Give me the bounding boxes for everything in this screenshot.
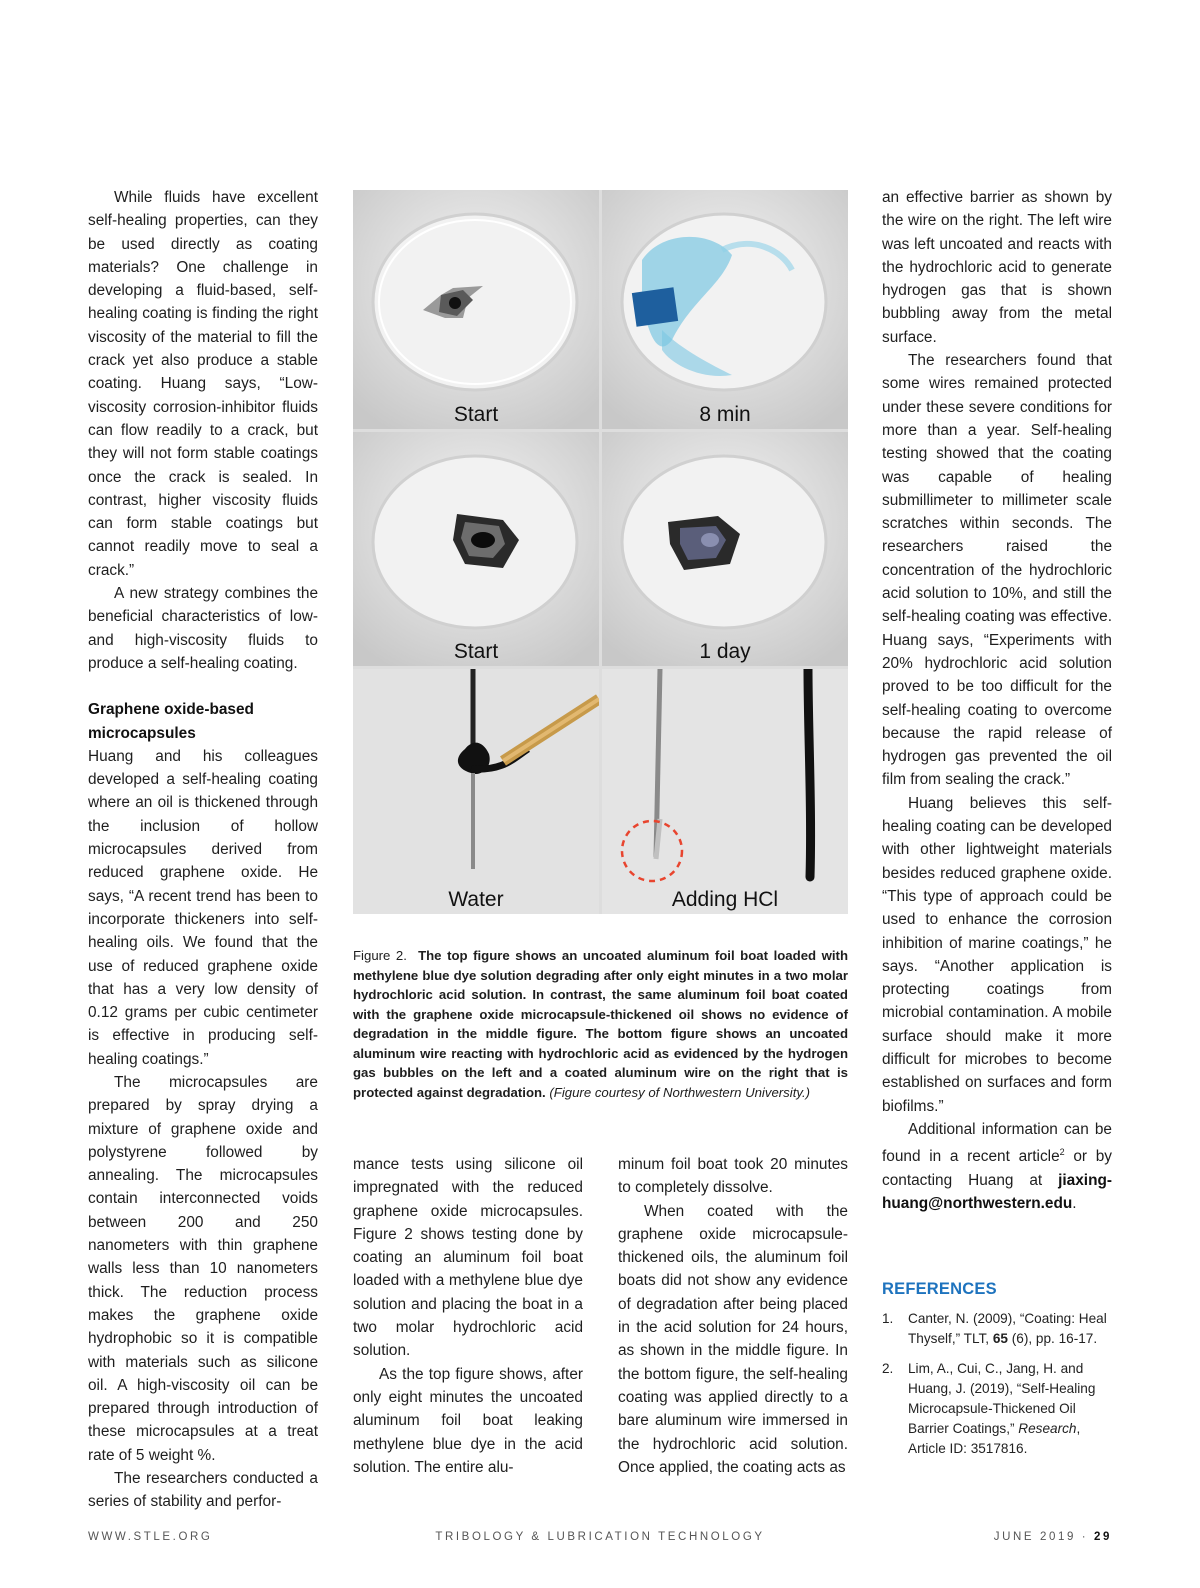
footer-publication: TRIBOLOGY & LUBRICATION TECHNOLOGY	[435, 1531, 765, 1543]
section-heading: Graphene oxide-based microcapsules	[88, 701, 254, 742]
right-paragraph-1: an effective barrier as shown by the wire on the right. The left wire was left uncoated and reacts with the hydrochloric acid to generate hydrogen gas that is shown bubbling away from the metal surface.	[882, 189, 1112, 346]
right-paragraph-4-end: .	[1072, 1194, 1077, 1212]
footer-website[interactable]: WWW.STLE.ORG	[88, 1531, 213, 1543]
right-paragraph-4	[882, 1118, 1112, 1215]
middle-column-1	[353, 1153, 583, 1479]
left-paragraph-5: The researchers conducted a series of stability and perfor-	[88, 1470, 318, 1511]
figure-caption	[353, 946, 848, 1102]
figure-panel-start-middle	[353, 432, 599, 666]
label-water: Water	[448, 888, 504, 911]
page-number: 29	[1094, 1531, 1112, 1543]
right-paragraph-4-text-2: or by contacting Huang at	[882, 1148, 1112, 1189]
caption-credit: (Figure courtesy of Northwestern University.)	[549, 1084, 811, 1100]
label-start-top: Start	[453, 403, 499, 426]
references-heading: REFERENCES	[882, 1280, 997, 1298]
references-section	[882, 1280, 1112, 1469]
email-link[interactable]: jiaxing-huang@northwestern.edu	[882, 1171, 1112, 1212]
reference-text: Canter, N. (2009), “Coating: Heal Thyself,” TLT, 65 (6), pp. 16-17.	[908, 1311, 1107, 1346]
petri-dish-coated-boat-image	[353, 432, 599, 666]
mid2-paragraph-2: When coated with the graphene oxide microcapsule-thickened oils, the aluminum foil boats did not show any evidence of degradation after being placed in the acid solution for 24 hours, as shown in the middle figure. In the bottom figure, the self-healing coating was applied directly to a bare aluminum wire immersed in the hydrochloric acid solution. Once applied, the coating acts as	[618, 1202, 848, 1476]
reference-number: 1.	[882, 1311, 894, 1326]
footer-date: JUNE 2019	[993, 1531, 1076, 1543]
petri-dish-dye-leak-image	[602, 190, 848, 429]
figure-2	[353, 190, 848, 914]
right-paragraph-3: Huang believes this self-healing coating can be developed with other lightweight materials besides reduced graphene oxide. “This type of approach could be used to enhance the corrosion inhibition of marine coatings,” he says. “Another application is protecting coatings from microbial contamination. A mobile surface should make it more difficult for microbes to become established on surfaces and form biofilms.”	[882, 794, 1112, 1115]
footer-date-page	[994, 1531, 1112, 1543]
label-adding-hcl: Adding HCl	[671, 888, 779, 911]
caption-figure-number: Figure 2.	[353, 948, 407, 963]
reference-number: 2.	[882, 1361, 894, 1376]
right-column	[882, 186, 1112, 1215]
wires-in-acid-image	[602, 669, 848, 914]
caption-body: The top figure shows an uncoated aluminum foil boat loaded with methylene blue dye solution degrading after only eight minutes in a two molar hydrochloric acid solution. In contrast, the same aluminum foil boat coated with the graphene oxide microcapsule-thickened oil shows no evidence of degradation in the middle figure. The bottom figure shows an uncoated aluminum wire reacting with hydrochloric acid as evidenced by the hydrogen gas bubbles on the left and a coated aluminum wire on the right that is protected against degradation.	[353, 948, 849, 1100]
figure-panel-8-min	[602, 190, 848, 429]
mid1-paragraph-1: mance tests using silicone oil impregnated with the reduced graphene oxide microcapsules. Figure 2 shows testing done by coating an aluminum foil boat loaded with a methylene blue dye solution and placing the boat in a two molar hydrochloric acid solution.	[353, 1156, 583, 1360]
label-8-min: 8 min	[699, 403, 751, 426]
right-paragraph-4-text: Additional information can be found in a recent article	[882, 1120, 1112, 1166]
left-paragraph-2: A new strategy combines the beneficial characteristics of low- and high-viscosity fluids to produce a self-healing coating.	[88, 585, 318, 672]
petri-dish-intact-boat-image	[602, 432, 848, 666]
right-paragraph-2: The researchers found that some wires remained protected under these severe conditions for more than a year. Self-healing testing showed that the coating was capable of healing submillimeter to millimeter scale scratches within seconds. The researchers raised the concentration of the hydrochloric acid solution to 10%, and still the self-healing coating was effective. Huang says, “Experiments with 20% hydrochloric acid solution proved to be too difficult for the self-healing coating to overcome because the rapid release of hydrogen gas prevented the oil film from sealing the crack.”	[882, 352, 1112, 789]
middle-column-2	[618, 1153, 848, 1479]
mid2-paragraph-1: minum foil boat took 20 minutes to completely dissolve.	[618, 1156, 848, 1197]
reference-superscript[interactable]: 2	[1059, 1147, 1065, 1158]
mid1-paragraph-2: As the top figure shows, after only eight minutes the uncoated aluminum foil boat leaking methylene blue dye in the acid solution. The entire alu-	[353, 1365, 583, 1476]
reference-item	[882, 1309, 1112, 1349]
footer-separator: ·	[1081, 1531, 1089, 1543]
left-column	[88, 186, 318, 1514]
reference-text: Lim, A., Cui, C., Jang, H. and Huang, J. (2019), “Self-Healing Microcapsule-Thickened Oil Barrier Coatings,” Research, Article ID: 3517816.	[908, 1361, 1096, 1456]
label-1-day: 1 day	[699, 640, 751, 663]
left-paragraph-4: The microcapsules are prepared by spray drying a mixture of graphene oxide and polystyrene followed by annealing. The microcapsules contain interconnected voids between 200 and 250 nanometers with thin graphene walls less than 10 nanometers thick. The reduction process makes the graphene oxide hydrophobic so it is compatible with materials such as silicone oil. A high-viscosity oil can be prepared through introduction of these microcapsules at a treat rate of 5 weight %.	[88, 1073, 318, 1464]
page-footer	[88, 1531, 1112, 1547]
petri-dish-foil-boat-image	[353, 190, 599, 429]
uncoated-wire-with-brush-image	[353, 669, 599, 914]
figure-panel-adding-hcl	[602, 669, 848, 914]
left-paragraph-1: While fluids have excellent self-healing properties, can they be used directly as coating materials? One challenge in developing a fluid-based, self-healing coating is finding the right viscosity of the material to fill the crack yet also produce a stable coating. Huang says, “Low-viscosity corrosion-inhibitor fluids can flow readily to a crack, but they will not form stable coatings once the crack is sealed. In contrast, higher viscosity fluids can form stable coatings but cannot readily move to seal a crack.”	[88, 189, 318, 579]
left-paragraph-3: Huang and his colleagues developed a self-healing coating where an oil is thickened through the inclusion of hollow microcapsules derived from reduced graphene oxide. He says, “A recent trend has been to incorporate thickeners into self-healing oils. We found that the use of reduced graphene oxide that has a very low density of 0.12 grams per cubic centimeter is effective in producing self-healing coatings.”	[88, 747, 318, 1068]
figure-panel-water	[353, 669, 599, 914]
figure-panel-start-top	[353, 190, 599, 429]
reference-item	[882, 1359, 1112, 1459]
figure-panel-1-day	[602, 432, 848, 666]
label-start-middle: Start	[453, 640, 499, 663]
